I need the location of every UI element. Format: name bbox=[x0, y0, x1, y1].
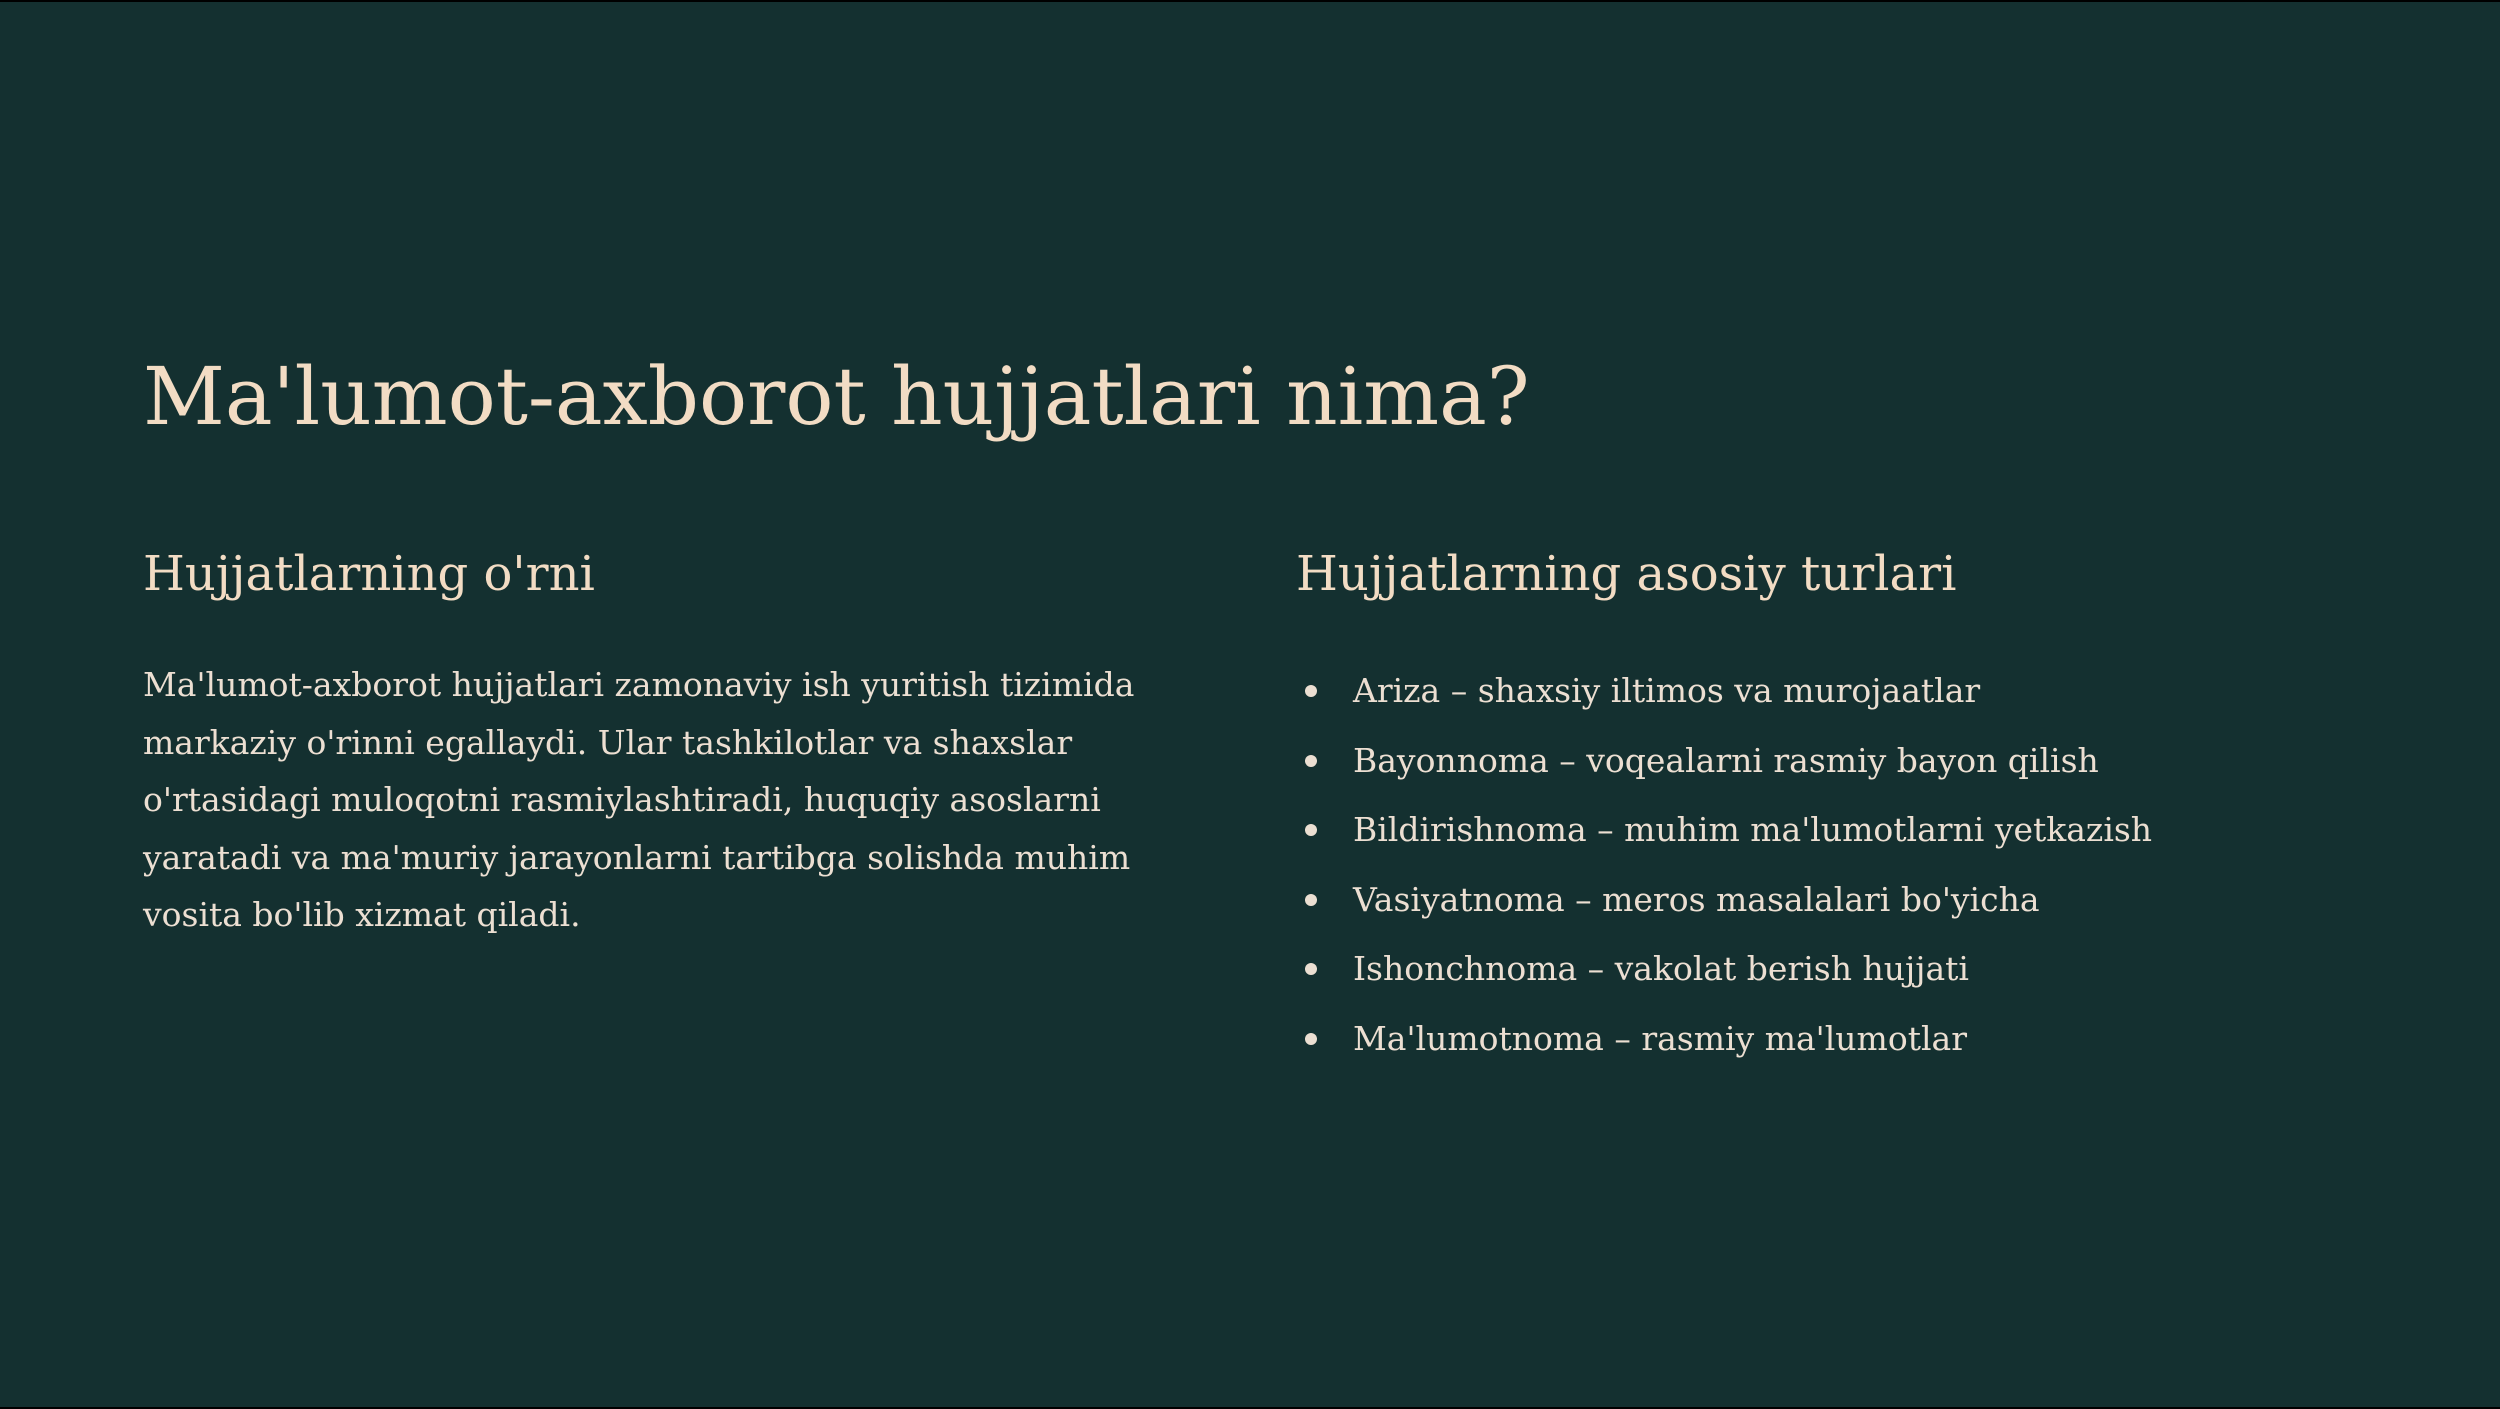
right-column bbox=[1296, 534, 2396, 1073]
list-item-text: Bayonnoma – voqealarni rasmiy bayon qilish bbox=[1353, 740, 2099, 780]
right-column-heading: Hujjatlarning asosiy turlari bbox=[1296, 546, 1957, 602]
bullet-icon bbox=[1305, 1033, 1317, 1045]
list-item bbox=[1296, 726, 2396, 796]
list-item bbox=[1296, 934, 2396, 1004]
bullet-icon bbox=[1305, 824, 1317, 836]
left-column-body: Ma'lumot-axborot hujjatlari zamonaviy ish yuritish tizimida markaziy o'rinni egallaydi. Ular tashkilotlar va shaxslar o'rtasidagi muloqotni rasmiylashtiradi, huquqiy asoslarni yaratadi va ma'muriy jarayonlarni tartibga solishda muhim vosita bo'lib xizmat qiladi. bbox=[143, 665, 1135, 934]
slide-title: Ma'lumot-axborot hujjatlari nima? bbox=[143, 350, 1530, 443]
list-item-text: Vasiyatnoma – meros masalalari bo'yicha bbox=[1353, 879, 2040, 919]
list-item bbox=[1296, 865, 2396, 935]
list-item-text: Bildirishnoma – muhim ma'lumotlarni yetkazish bbox=[1353, 810, 2153, 849]
left-column bbox=[143, 534, 1203, 944]
left-column-heading: Hujjatlarning o'rni bbox=[143, 546, 595, 602]
bullet-icon bbox=[1305, 963, 1317, 975]
bullet-icon bbox=[1305, 685, 1317, 697]
list-item bbox=[1296, 656, 2396, 726]
bullet-icon bbox=[1305, 894, 1317, 906]
list-item-text: Ma'lumotnoma – rasmiy ma'lumotlar bbox=[1353, 1018, 1967, 1058]
list-item bbox=[1296, 1004, 2396, 1074]
list-item-text: Ariza – shaxsiy iltimos va murojaatlar bbox=[1353, 671, 1981, 710]
list-item-text: Ishonchnoma – vakolat berish hujjati bbox=[1353, 949, 1969, 988]
slide bbox=[0, 2, 2500, 1407]
document-types-list bbox=[1296, 656, 2396, 1073]
list-item bbox=[1296, 795, 2396, 865]
bullet-icon bbox=[1305, 755, 1317, 767]
